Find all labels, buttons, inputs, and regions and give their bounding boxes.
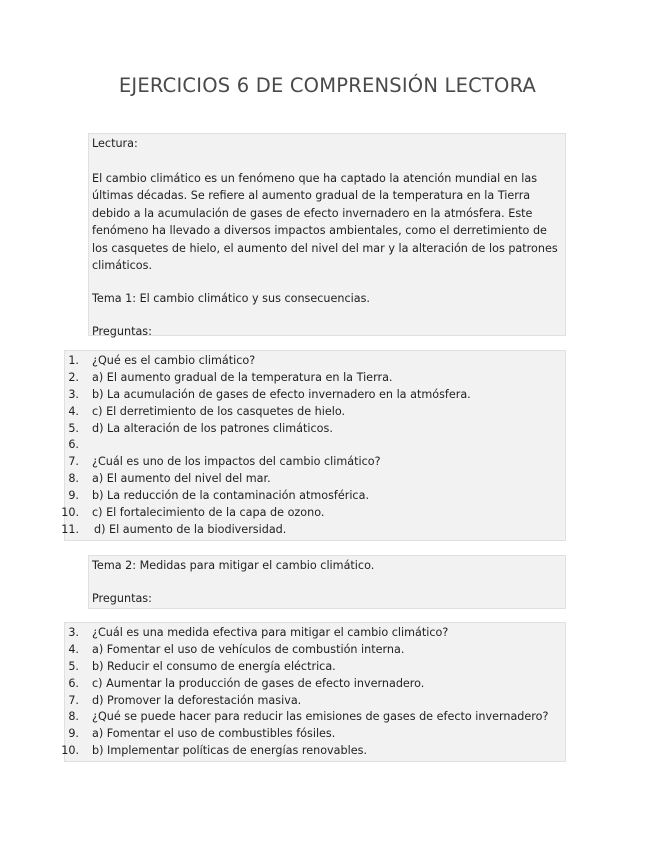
list-item: 7. ¿Cuál es uno de los impactos del cambio climático? — [68, 455, 381, 469]
reading-label: Lectura: — [92, 137, 138, 150]
reading-line: El cambio climático es un fenómeno que ha captado la atención mundial en las — [92, 171, 538, 185]
question-list-2 — [61, 622, 566, 762]
questions-label: Preguntas: — [92, 324, 152, 338]
reading-paragraph — [92, 170, 558, 275]
list-item: 7. d) Promover la deforestación masiva. — [68, 693, 302, 707]
reading-line: climáticos. — [92, 259, 152, 273]
reading-line: los casquetes de hielo, el aumento del nivel del mar y la alteración de los patrones — [92, 241, 558, 255]
list-item: 10. b) Implementar políticas de energías renovables. — [61, 744, 368, 758]
list-item: 3. b) La acumulación de gases de efecto invernadero en la atmósfera. — [68, 387, 471, 401]
reading-box — [88, 133, 566, 336]
list-item: 9. a) Fomentar el uso de combustibles fósiles. — [68, 727, 336, 741]
list-item: 3. ¿Cuál es una medida efectiva para mitigar el cambio climático? — [68, 626, 449, 639]
list-item: 6. — [68, 438, 79, 452]
list-item: 9. b) La reducción de la contaminación atmosférica. — [68, 489, 369, 503]
reading-line: fenómeno ha llevado a diversos impactos ambientales, como el derretimiento de — [92, 224, 547, 238]
topic-1: Tema 1: El cambio climático y sus consecuencias. — [92, 291, 370, 305]
topic-2-box — [88, 555, 566, 609]
reading-line: últimas décadas. Se refiere al aumento gradual de la temperatura en la Tierra — [92, 189, 531, 203]
page-title: EJERCICIOS 6 DE COMPRENSIÓN LECTORA — [118, 74, 537, 97]
list-item: 8. ¿Qué se puede hacer para reducir las emisiones de gases de efecto invernadero? — [68, 710, 549, 724]
question-list-1 — [61, 350, 566, 541]
questions-label: Preguntas: — [92, 591, 152, 605]
list-item: 2. a) El aumento gradual de la temperatura en la Tierra. — [68, 370, 393, 384]
list-item: 10. c) El fortalecimiento de la capa de ozono. — [61, 506, 325, 520]
reading-line: debido a la acumulación de gases de efecto invernadero en la atmósfera. Este — [92, 206, 533, 220]
list-item: 5. b) Reducir el consumo de energía eléctrica. — [68, 659, 336, 673]
list-item: 8. a) El aumento del nivel del mar. — [68, 472, 271, 486]
list-item: 4. c) El derretimiento de los casquetes de hielo. — [68, 404, 346, 418]
list-item: 1. ¿Qué es el cambio climático? — [68, 354, 256, 367]
list-item: 4. a) Fomentar el uso de vehículos de combustión interna. — [68, 642, 405, 656]
list-item: 5. d) La alteración de los patrones climáticos. — [68, 421, 333, 435]
topic-2: Tema 2: Medidas para mitigar el cambio climático. — [92, 559, 375, 572]
list-item: 11. d) El aumento de la biodiversidad. — [61, 522, 287, 536]
list-item: 6. c) Aumentar la producción de gases de efecto invernadero. — [68, 676, 425, 690]
